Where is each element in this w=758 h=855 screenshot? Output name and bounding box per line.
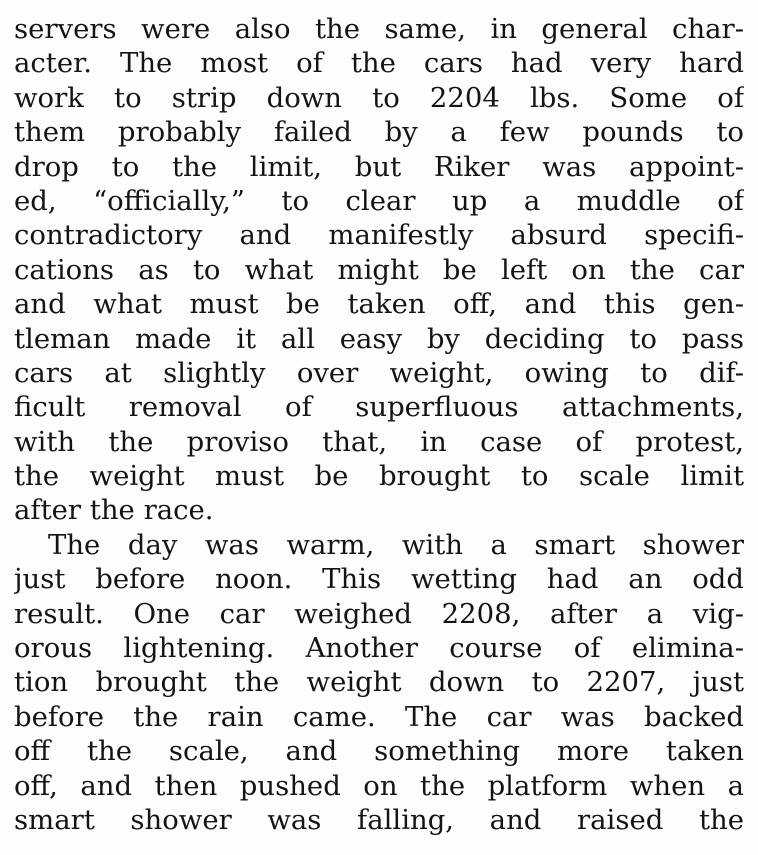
text-line: cations as to what might be left on the car [14,253,744,286]
text-line: tion brought the weight down to 2207, just [14,666,744,699]
text-line: them probably failed by a few pounds to [14,116,744,149]
paragraph-1 [14,12,744,528]
text-line: cars at slightly over weight, owing to dif- [14,356,744,389]
text-line: the weight must be brought to scale limit [14,460,744,493]
paragraph-2 [14,528,744,838]
text-line: contradictory and manifestly absurd specifi- [14,219,744,252]
text-line: after the race. [14,494,214,527]
text-line: ficult removal of superfluous attachments, [14,391,744,424]
text-line: with the proviso that, in case of protest, [14,425,744,458]
text-line: before the rain came. The car was backed [14,700,744,733]
text-line: and what must be taken off, and this gen- [14,288,744,321]
text-line: orous lightening. Another course of elimina- [14,632,744,665]
text-line: tleman made it all easy by deciding to pass [14,322,744,355]
text-line: result. One car weighed 2208, after a vig- [14,597,744,630]
text-line: just before noon. This wetting had an odd [14,563,744,596]
text-line: smart shower was falling, and raised the [14,803,744,836]
text-line: work to strip down to 2204 lbs. Some of [14,81,744,114]
text-line: off, and then pushed on the platform when a [14,769,744,802]
article-text [14,12,744,837]
text-line: The day was warm, with a smart shower [48,528,744,561]
text-line: drop to the limit, but Riker was appoint- [14,150,744,183]
text-line: servers were also the same, in general char- [14,13,744,45]
text-line: off the scale, and something more taken [14,735,744,768]
text-line: ed, “officially,” to clear up a muddle of [14,184,744,217]
text-line: acter. The most of the cars had very hard [14,47,744,80]
